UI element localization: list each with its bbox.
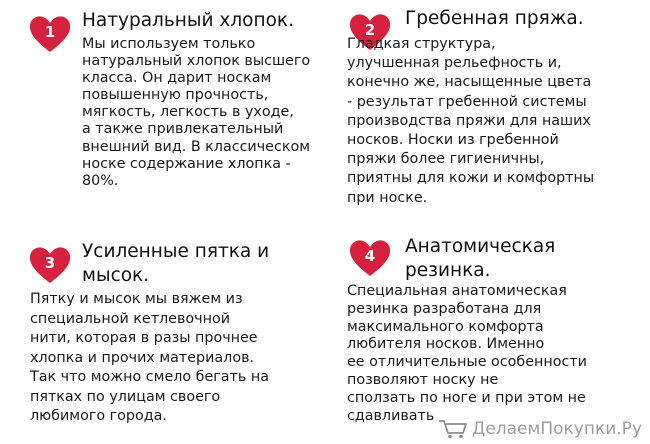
badge-number: 3 [44,254,56,272]
heart-number-badge [348,238,392,278]
feature-body: Гладкая структура, улучшенная рельефность и, конечно же, насыщенные цвета - результат гребенной системы производства пряжи для наших носков. Носки из гребенной пряжи более гигиеничны, приятны для кожи и комфортны при носке. [347,36,595,206]
feature-body: Специальная анатомическая резинка разработана для максимального комфорта любителя носков. Именно ее отличительные особенности позволяют носку не сползать по ноге и при этом не сдавливать [347,283,587,424]
feature-title: Усиленные пятка и мысок. [82,241,270,286]
shopping-cart-icon [438,419,468,439]
watermark [438,419,642,439]
badge-number: 1 [44,23,56,41]
heart-number-badge [28,245,72,285]
watermark-text: ДелаемПокупки.Ру [472,419,642,439]
feature-body: Мы используем только натуральный хлопок высшего класса. Он дарит носкам повышенную прочность, мягкость, легкость в уходе, а также привлекательный внешний вид. В классическом носке содержание хлопка - 80%. [82,36,311,189]
feature-title: Гребенная пряжа. [405,8,584,29]
feature-title: Натуральный хлопок. [82,10,294,31]
feature-title: Анатомическая резинка. [405,236,556,281]
badge-number: 2 [364,21,376,39]
heart-number-badge [28,14,72,54]
feature-body: Пятку и мысок мы вяжем из специальной кетлевочной нити, которая в разы прочнее хлопка и прочих материалов. Так что можно смело бегать на пятках по улицам своего любимого города. [30,291,269,424]
badge-number: 4 [364,247,376,265]
